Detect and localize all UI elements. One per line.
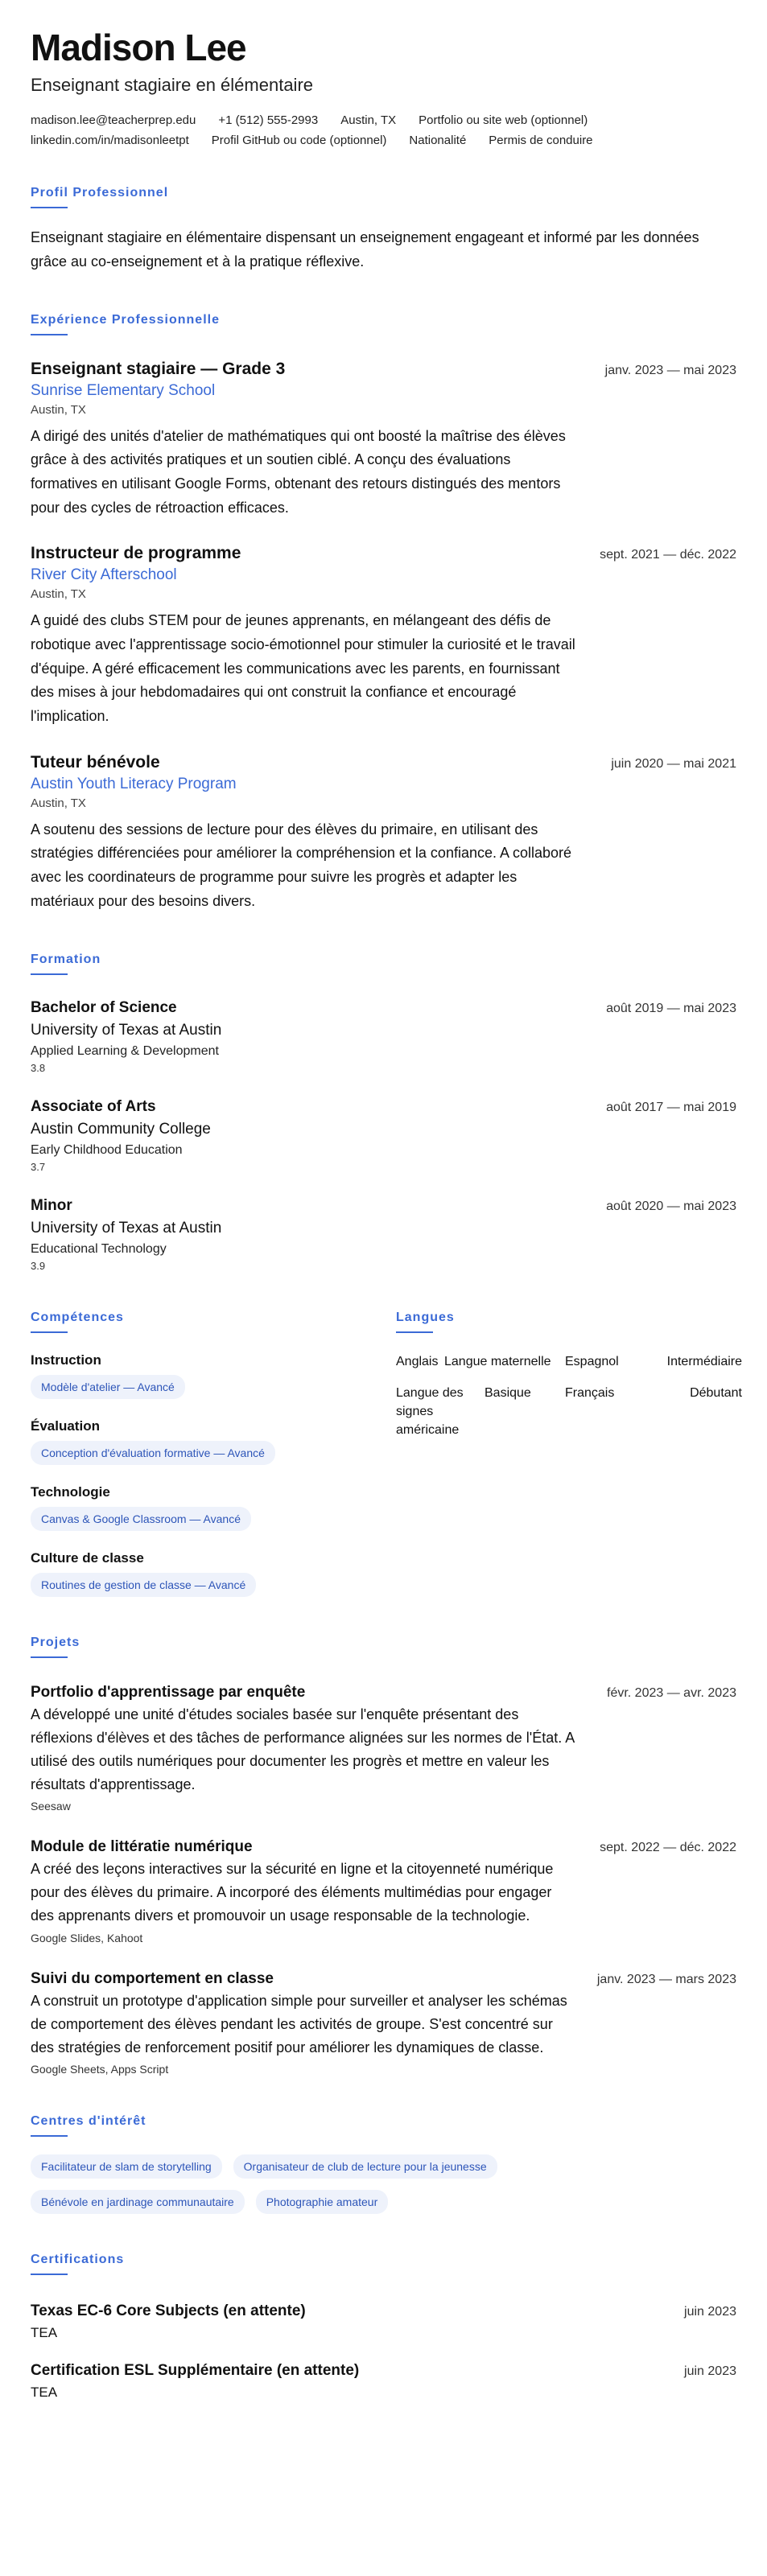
certification-date: juin 2023 [684, 2364, 736, 2379]
contact-location: Austin, TX [340, 113, 397, 128]
section-rule [31, 334, 68, 335]
field-of-study: Early Childhood Education [31, 1142, 183, 1157]
certifications-section [31, 2253, 736, 2401]
section-rule [31, 1656, 68, 1658]
contact-info [31, 113, 736, 147]
language-name: Anglais [396, 1354, 439, 1368]
profile-section [31, 186, 736, 274]
job-description: A soutenu des sessions de lecture pour des élèves du primaire, en utilisant des stratégies différenciées pour améliorer la compréhension et la confiance. A collaboré avec les coordinateurs de programme pour suivre les progrès et adapter les matériaux pour des besoins divers. [31, 821, 572, 909]
project-dates: sept. 2022 — déc. 2022 [600, 1841, 736, 1855]
projects-section [31, 1636, 736, 2076]
candidate-title: Enseignant stagiaire en élémentaire [31, 75, 314, 96]
skill-category: Culture de classe [31, 1549, 144, 1566]
contact-email[interactable]: madison.lee@teacherprep.edu [31, 113, 196, 128]
degree-title: Minor [31, 1196, 72, 1214]
project-entry [31, 1970, 736, 2076]
section-rule [31, 2274, 68, 2275]
degree-title: Bachelor of Science [31, 998, 177, 1016]
education-entry [31, 999, 736, 1074]
section-heading: Expérience Professionnelle [31, 312, 220, 327]
interest-pill: Organisateur de club de lecture pour la jeunesse [233, 2154, 497, 2179]
gpa: 3.8 [31, 1061, 46, 1074]
project-title: Module de littératie numérique [31, 1838, 253, 1856]
project-tools: Google Slides, Kahoot [31, 1931, 143, 1944]
language-level: Langue maternelle [444, 1354, 551, 1368]
job-company: Sunrise Elementary School [31, 381, 216, 399]
section-rule [396, 1331, 433, 1333]
certification-title: Texas EC-6 Core Subjects (en attente) [31, 2302, 306, 2320]
field-of-study: Educational Technology [31, 1241, 167, 1256]
profile-text: Enseignant stagiaire en élémentaire dispensant un enseignement engageant et informé par les données grâce au co-enseignement et à la pratique réflexive. [31, 229, 699, 270]
language-level: Intermédiaire [666, 1354, 742, 1368]
job-title: Tuteur bénévole [31, 752, 160, 772]
job-title: Instructeur de programme [31, 544, 241, 563]
project-entry [31, 1838, 736, 1944]
job-entry [31, 360, 736, 521]
education-entry [31, 1197, 736, 1272]
resume-header [31, 26, 736, 147]
certification-date: juin 2023 [684, 2305, 736, 2319]
section-heading: Profil Professionnel [31, 186, 169, 200]
section-heading: Formation [31, 952, 101, 966]
contact-phone[interactable]: +1 (512) 555-2993 [218, 113, 319, 128]
job-description: A dirigé des unités d'atelier de mathématiques qui ont boosté la maîtrise des élèves grâce à des activités pratiques et un soutien ciblé. A conçu des évaluations formatives en utilisant Google Forms, obtenant des retours distingués des mentors pour des cycles de rétroaction efficaces. [31, 427, 566, 516]
section-rule [31, 2135, 68, 2137]
education-entry [31, 1098, 736, 1173]
job-entry [31, 753, 736, 914]
project-entry [31, 1684, 736, 1813]
project-description: A construit un prototype d'application simple pour surveiller et analyser les schémas de comportement des élèves pendant les activités de groupe. S'est concentré sur des stratégies de renforcement positif pour améliorer les dynamiques de classe. [31, 1992, 567, 2055]
skill-category: Technologie [31, 1483, 110, 1500]
skill-pill: Conception d'évaluation formative — Avancé [31, 1441, 275, 1465]
skills-section [31, 1311, 396, 1597]
certification-entry [31, 2362, 736, 2401]
interest-pill: Photographie amateur [256, 2190, 389, 2214]
gpa: 3.7 [31, 1160, 46, 1173]
experience-section [31, 313, 736, 914]
job-location: Austin, TX [31, 402, 86, 417]
gpa: 3.9 [31, 1259, 46, 1272]
contact-license: Permis de conduire [489, 134, 593, 148]
skill-pill: Canvas & Google Classroom — Avancé [31, 1507, 251, 1531]
interests-list [31, 2154, 594, 2214]
education-dates: août 2017 — mai 2019 [606, 1100, 736, 1114]
certification-org: TEA [31, 2385, 58, 2401]
job-description: A guidé des clubs STEM pour de jeunes apprenants, en mélangeant des défis de robotique avec l'apprentissage socio-émotionnel pour stimuler la curiosité et le travail d'équipe. A géré efficacement les communications avec les parents, en fournissant des mises à jour hebdomadaires qui ont construit la confiance et encouragé l'implication. [31, 612, 575, 725]
job-dates: janv. 2023 — mai 2023 [604, 363, 736, 377]
interests-section [31, 2114, 736, 2214]
job-dates: juin 2020 — mai 2021 [611, 756, 736, 771]
job-dates: sept. 2021 — déc. 2022 [600, 548, 736, 562]
contact-nationality: Nationalité [409, 134, 467, 148]
interest-pill: Facilitateur de slam de storytelling [31, 2154, 222, 2179]
languages-section [396, 1310, 742, 1597]
job-entry [31, 544, 736, 728]
section-heading: Centres d'intérêt [31, 2114, 146, 2129]
education-section [31, 953, 736, 1272]
language-level: Basique [485, 1385, 531, 1400]
job-company: River City Afterschool [31, 566, 177, 584]
language-name: Langue des signes américaine [396, 1385, 464, 1438]
project-tools: Seesaw [31, 1800, 71, 1813]
language-name: Français [565, 1385, 615, 1400]
project-description: A développé une unité d'études sociales basée sur l'enquête présentant des réflexions d'élèves et des tâches de performance alignées sur les normes de l'État. A utilisé des outils numériques pour documenter les progrès et mettre en valeur les résultats d'apprentissage. [31, 1706, 575, 1792]
education-dates: août 2020 — mai 2023 [606, 1199, 736, 1213]
job-title: Enseignant stagiaire — Grade 3 [31, 359, 286, 378]
contact-github[interactable]: Profil GitHub ou code (optionnel) [211, 134, 387, 148]
section-rule [31, 973, 68, 975]
section-rule [31, 1331, 68, 1333]
section-heading: Projets [31, 1635, 80, 1649]
skill-pill: Routines de gestion de classe — Avancé [31, 1573, 256, 1597]
contact-linkedin[interactable]: linkedin.com/in/madisonleetpt [31, 134, 189, 148]
contact-portfolio[interactable]: Portfolio ou site web (optionnel) [419, 113, 588, 128]
certification-entry [31, 2302, 736, 2341]
field-of-study: Applied Learning & Development [31, 1043, 219, 1058]
section-heading: Certifications [31, 2253, 125, 2267]
section-heading: Compétences [31, 1310, 124, 1324]
project-title: Suivi du comportement en classe [31, 1969, 274, 1987]
school-name: Austin Community College [31, 1120, 211, 1138]
project-tools: Google Sheets, Apps Script [31, 2063, 169, 2076]
project-dates: janv. 2023 — mars 2023 [596, 1972, 736, 1986]
language-level: Débutant [690, 1385, 742, 1400]
school-name: University of Texas at Austin [31, 1021, 222, 1039]
certification-org: TEA [31, 2325, 58, 2341]
project-description: A créé des leçons interactives sur la sécurité en ligne et la citoyenneté numérique pour des élèves du primaire. A incorporé des éléments multimédias pour engager des apprenants divers et promouvoir un usage responsable de la technologie. [31, 1861, 554, 1924]
section-heading: Langues [396, 1310, 455, 1324]
degree-title: Associate of Arts [31, 1097, 156, 1115]
school-name: University of Texas at Austin [31, 1219, 222, 1237]
skill-category: Instruction [31, 1352, 101, 1368]
skill-category: Évaluation [31, 1418, 100, 1434]
education-dates: août 2019 — mai 2023 [606, 1001, 736, 1015]
project-title: Portfolio d'apprentissage par enquête [31, 1683, 306, 1701]
languages-grid [396, 1352, 742, 1440]
candidate-name: Madison Lee [31, 27, 246, 68]
job-location: Austin, TX [31, 796, 86, 810]
interest-pill: Bénévole en jardinage communautaire [31, 2190, 245, 2214]
job-location: Austin, TX [31, 587, 86, 602]
skills-languages-row [31, 1310, 742, 1597]
project-dates: févr. 2023 — avr. 2023 [607, 1685, 736, 1700]
certification-title: Certification ESL Supplémentaire (en attente) [31, 2362, 360, 2380]
language-name: Espagnol [565, 1354, 619, 1368]
skill-pill: Modèle d'atelier — Avancé [31, 1375, 185, 1399]
section-rule [31, 207, 68, 208]
job-company: Austin Youth Literacy Program [31, 775, 237, 792]
